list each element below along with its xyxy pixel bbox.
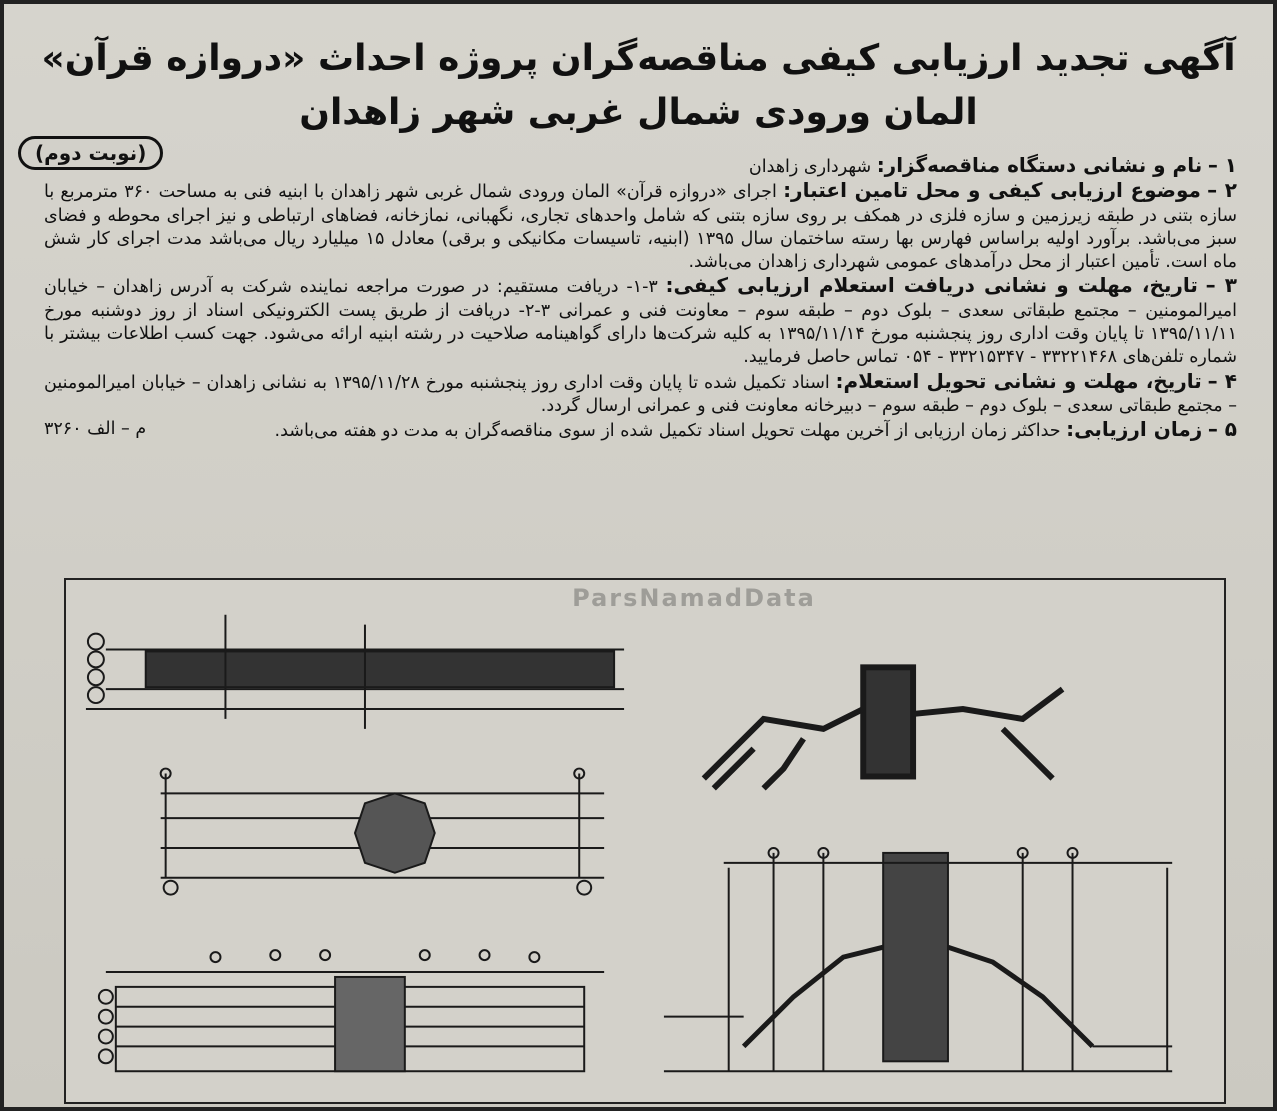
plan-view-3 (99, 950, 604, 1071)
watermark: ParsNamadData (572, 584, 816, 612)
section-heading: نام و نشانی دستگاه مناقصه‌گزار: (876, 153, 1203, 177)
section-5: ۵ – زمان ارزیابی: حداکثر زمان ارزیابی از آخرین مهلت تحویل اسناد تکمیل شده از سوی مناقصه‌گران به مدت دو هفته می‌باشد. م – الف ۳۲۶۰ (44, 417, 1237, 442)
section-1: ۱ – نام و نشانی دستگاه مناقصه‌گزار: شهرداری زاهدان (748, 153, 1237, 177)
section-text: حداکثر زمان ارزیابی از آخرین مهلت تحویل اسناد تکمیل شده از سوی مناقصه‌گران به مدت دو هفته می‌باشد. (274, 421, 1067, 442)
drawings-svg (66, 580, 1224, 1102)
plan-view-2 (161, 769, 604, 895)
section-heading: تاریخ، مهلت و نشانی دریافت استعلام ارزیابی کیفی: (665, 273, 1198, 298)
architectural-drawings (64, 578, 1226, 1104)
perspective-view (704, 667, 1063, 788)
section-heading: موضوع ارزیابی کیفی و محل تامین اعتبار: (783, 178, 1201, 203)
section-heading: زمان ارزیابی: (1066, 417, 1203, 442)
section-text: اجرای «دروازه قرآن» المان ورودی شمال غربی شهر زاهدان با ابنیه فنی به مساحت ۳۶۰ مترمربع با سازه بتنی در طبقه زیرزمین و سازه فلزی در همکف بر روی سازه بتنی که شامل واحدهای تجاری، نگهبانی، نمازخانه، فضاهای ارتباطی و نیز اجرای محوطه و فضای سبز می‌باشد. برآورد اولیه براساس فهارس بها رسته ساختمان سال ۱۳۹۵ (ابنیه، تاسیسات مکانیکی و برقی) معادل ۱۵ میلیارد ریال می‌باشد مدت اجرای کار شش ماه است. تأمین اعتبار از محل درآمدهای عمومی شهرداری زاهدان می‌باشد. (44, 182, 1237, 273)
ad-body (44, 154, 1237, 444)
ad-reference: م – الف ۳۲۶۰ (44, 419, 147, 440)
ad-title (4, 32, 1273, 140)
section-heading: تاریخ، مهلت و نشانی تحویل استعلام: (835, 368, 1202, 393)
section-text: ۳-۱- دریافت مستقیم: در صورت مراجعه نماینده شرکت به آدرس زاهدان – خیابان امیرالمومنین – مجتمع طبقاتی سعدی – بلوک دوم – طبقه سوم – معاونت فنی و عمرانی ۳-۲- دریافت از طریق پست الکترونیکی اسناد از روز دوشنبه مورخ ۱۳۹۵/۱۱/۱۱ تا پایان وقت اداری روز پنجشنبه مورخ ۱۳۹۵/۱۱/۱۴ به کلیه شرکت‌ها دارای گواهینامه صلاحیت در رشته ابنیه ارائه می‌شود. جهت کسب اطلاعات بیشتر با شماره تلفن‌های ۳۳۲۲۱۴۶۸ - ۳۳۲۱۵۳۴۷ - ۰۵۴ تماس حاصل فرمایید. (44, 277, 1237, 368)
title-line-2: المان ورودی شمال غربی شهر زاهدان (299, 92, 978, 133)
plan-view-1 (86, 615, 624, 729)
section-4: ۴ – تاریخ، مهلت و نشانی تحویل استعلام: اسناد تکمیل شده تا پایان وقت اداری روز پنجشنبه مورخ ۱۳۹۵/۱۱/۲۸ به نشانی زاهدان – خیابان امیرالمومنین – مجتمع طبقاتی سعدی – بلوک دوم – طبقه سوم – دبیرخانه معاونت فنی و عمرانی ارسال گردد. (44, 368, 1237, 416)
section-3: ۳ – تاریخ، مهلت و نشانی دریافت استعلام ارزیابی کیفی: ۳-۱- دریافت مستقیم: در صورت مراجعه نماینده شرکت به آدرس زاهدان – خیابان امیرالمومنین – مجتمع طبقاتی سعدی – بلوک دوم – طبقه سوم – معاونت فنی و عمرانی ۳-۲- دریافت از طریق پست الکترونیکی اسناد از روز دوشنبه مورخ ۱۳۹۵/۱۱/۱۱ تا پایان وقت اداری روز پنجشنبه مورخ ۱۳۹۵/۱۱/۱۴ به کلیه شرکت‌ها دارای گواهینامه صلاحیت در رشته ابنیه ارائه می‌شود. جهت کسب اطلاعات بیشتر با شماره تلفن‌های ۳۳۲۲۱۴۶۸ - ۳۳۲۱۵۳۴۷ - ۰۵۴ تماس حاصل فرمایید. (44, 273, 1237, 368)
section-text: اسناد تکمیل شده تا پایان وقت اداری روز پنجشنبه مورخ ۱۳۹۵/۱۱/۲۸ به نشانی زاهدان – خیابان امیرالمومنین – مجتمع طبقاتی سعدی – بلوک دوم – طبقه سوم – دبیرخانه معاونت فنی و عمرانی ارسال گردد. (44, 372, 1237, 416)
section-text: شهرداری زاهدان (748, 157, 877, 177)
round-badge: (نوبت دوم) (18, 136, 163, 170)
section-2: ۲ – موضوع ارزیابی کیفی و محل تامین اعتبار: اجرای «دروازه قرآن» المان ورودی شمال غربی شهر زاهدان با ابنیه فنی به مساحت ۳۶۰ مترمربع با سازه بتنی در طبقه زیرزمین و سازه فلزی در همکف بر روی سازه بتنی که شامل واحدهای تجاری، نگهبانی، نمازخانه، فضاهای ارتباطی و نیز اجرای محوطه و فضای سبز می‌باشد. برآورد اولیه براساس فهارس بها رسته ساختمان سال ۱۳۹۵ (ابنیه، تاسیسات مکانیکی و برقی) معادل ۱۵ میلیارد ریال می‌باشد مدت اجرای کار شش ماه است. تأمین اعتبار از محل درآمدهای عمومی شهرداری زاهدان می‌باشد. (44, 178, 1237, 273)
title-line-1: آگهی تجدید ارزیابی کیفی مناقصه‌گران پروژه احداث «دروازه قرآن» (41, 38, 1236, 79)
elevation-view (664, 848, 1172, 1071)
